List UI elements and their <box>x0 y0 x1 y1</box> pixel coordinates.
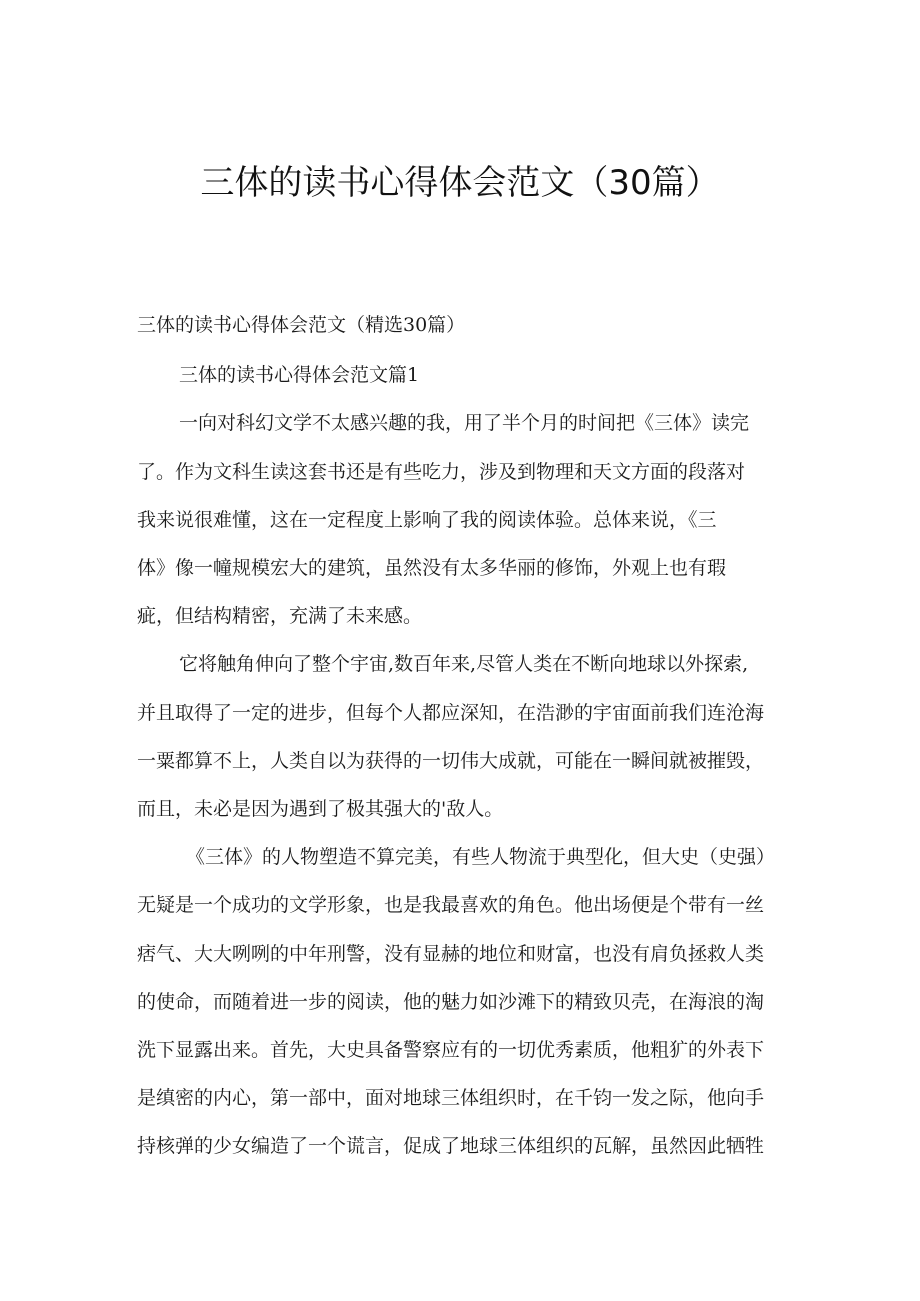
paragraph-3-line-3: 痞气、大大咧咧的中年刑警，没有显赫的地位和财富，也没有肩负拯救人类 <box>137 943 765 965</box>
paragraph-2-line-4: 而且，未必是因为遇到了极其强大的'敌人。 <box>137 798 504 820</box>
paragraph-3-line-7: 持核弹的少女编造了一个谎言，促成了地球三体组织的瓦解，虽然因此牺牲 <box>137 1135 765 1157</box>
document-title: 三体的读书心得体会范文（30篇） <box>200 163 720 203</box>
paragraph-1-line-5: 疵，但结构精密，充满了未来感。 <box>137 605 423 627</box>
paragraph-3-line-4: 的使命，而随着进一步的阅读，他的魅力如沙滩下的精致贝壳，在海浪的淘 <box>137 991 765 1013</box>
paragraph-1-line-3: 我来说很难懂，这在一定程度上影响了我的阅读体验。总体来说，《三 <box>137 509 717 531</box>
document-subtitle: 三体的读书心得体会范文（精选30篇） <box>137 314 466 336</box>
paragraph-2-line-2: 并且取得了一定的进步，但每个人都应深知，在浩渺的宇宙面前我们连沧海 <box>137 702 765 724</box>
paragraph-2-line-3: 一粟都算不上，人类自以为获得的一切伟大成就，可能在一瞬间就被摧毁， <box>137 750 765 772</box>
paragraph-1-line-2: 了。作为文科生读这套书还是有些吃力，涉及到物理和天文方面的段落对 <box>137 461 746 483</box>
paragraph-1-line-1: 一向对科幻文学不太感兴趣的我，用了半个月的时间把《三体》读完 <box>179 412 750 434</box>
paragraph-3-line-6: 是缜密的内心，第一部中，面对地球三体组织时，在千钧一发之际，他向手 <box>137 1087 765 1109</box>
section-heading: 三体的读书心得体会范文篇1 <box>179 364 420 386</box>
paragraph-1-line-4: 体》像一幢规模宏大的建筑，虽然没有太多华丽的修饰，外观上也有瑕 <box>137 557 727 579</box>
paragraph-2-line-1: 它将触角伸向了整个宇宙,数百年来,尽管人类在不断向地球以外探索, <box>179 653 749 675</box>
paragraph-3-line-2: 无疑是一个成功的文学形象，也是我最喜欢的角色。他出场便是个带有一丝 <box>137 894 765 916</box>
paragraph-3-line-5: 洗下显露出来。首先，大史具备警察应有的一切优秀素质，他粗犷的外表下 <box>137 1039 765 1061</box>
paragraph-3-line-1: 《三体》的人物塑造不算完美，有些人物流于典型化，但大史（史强） <box>186 846 776 868</box>
